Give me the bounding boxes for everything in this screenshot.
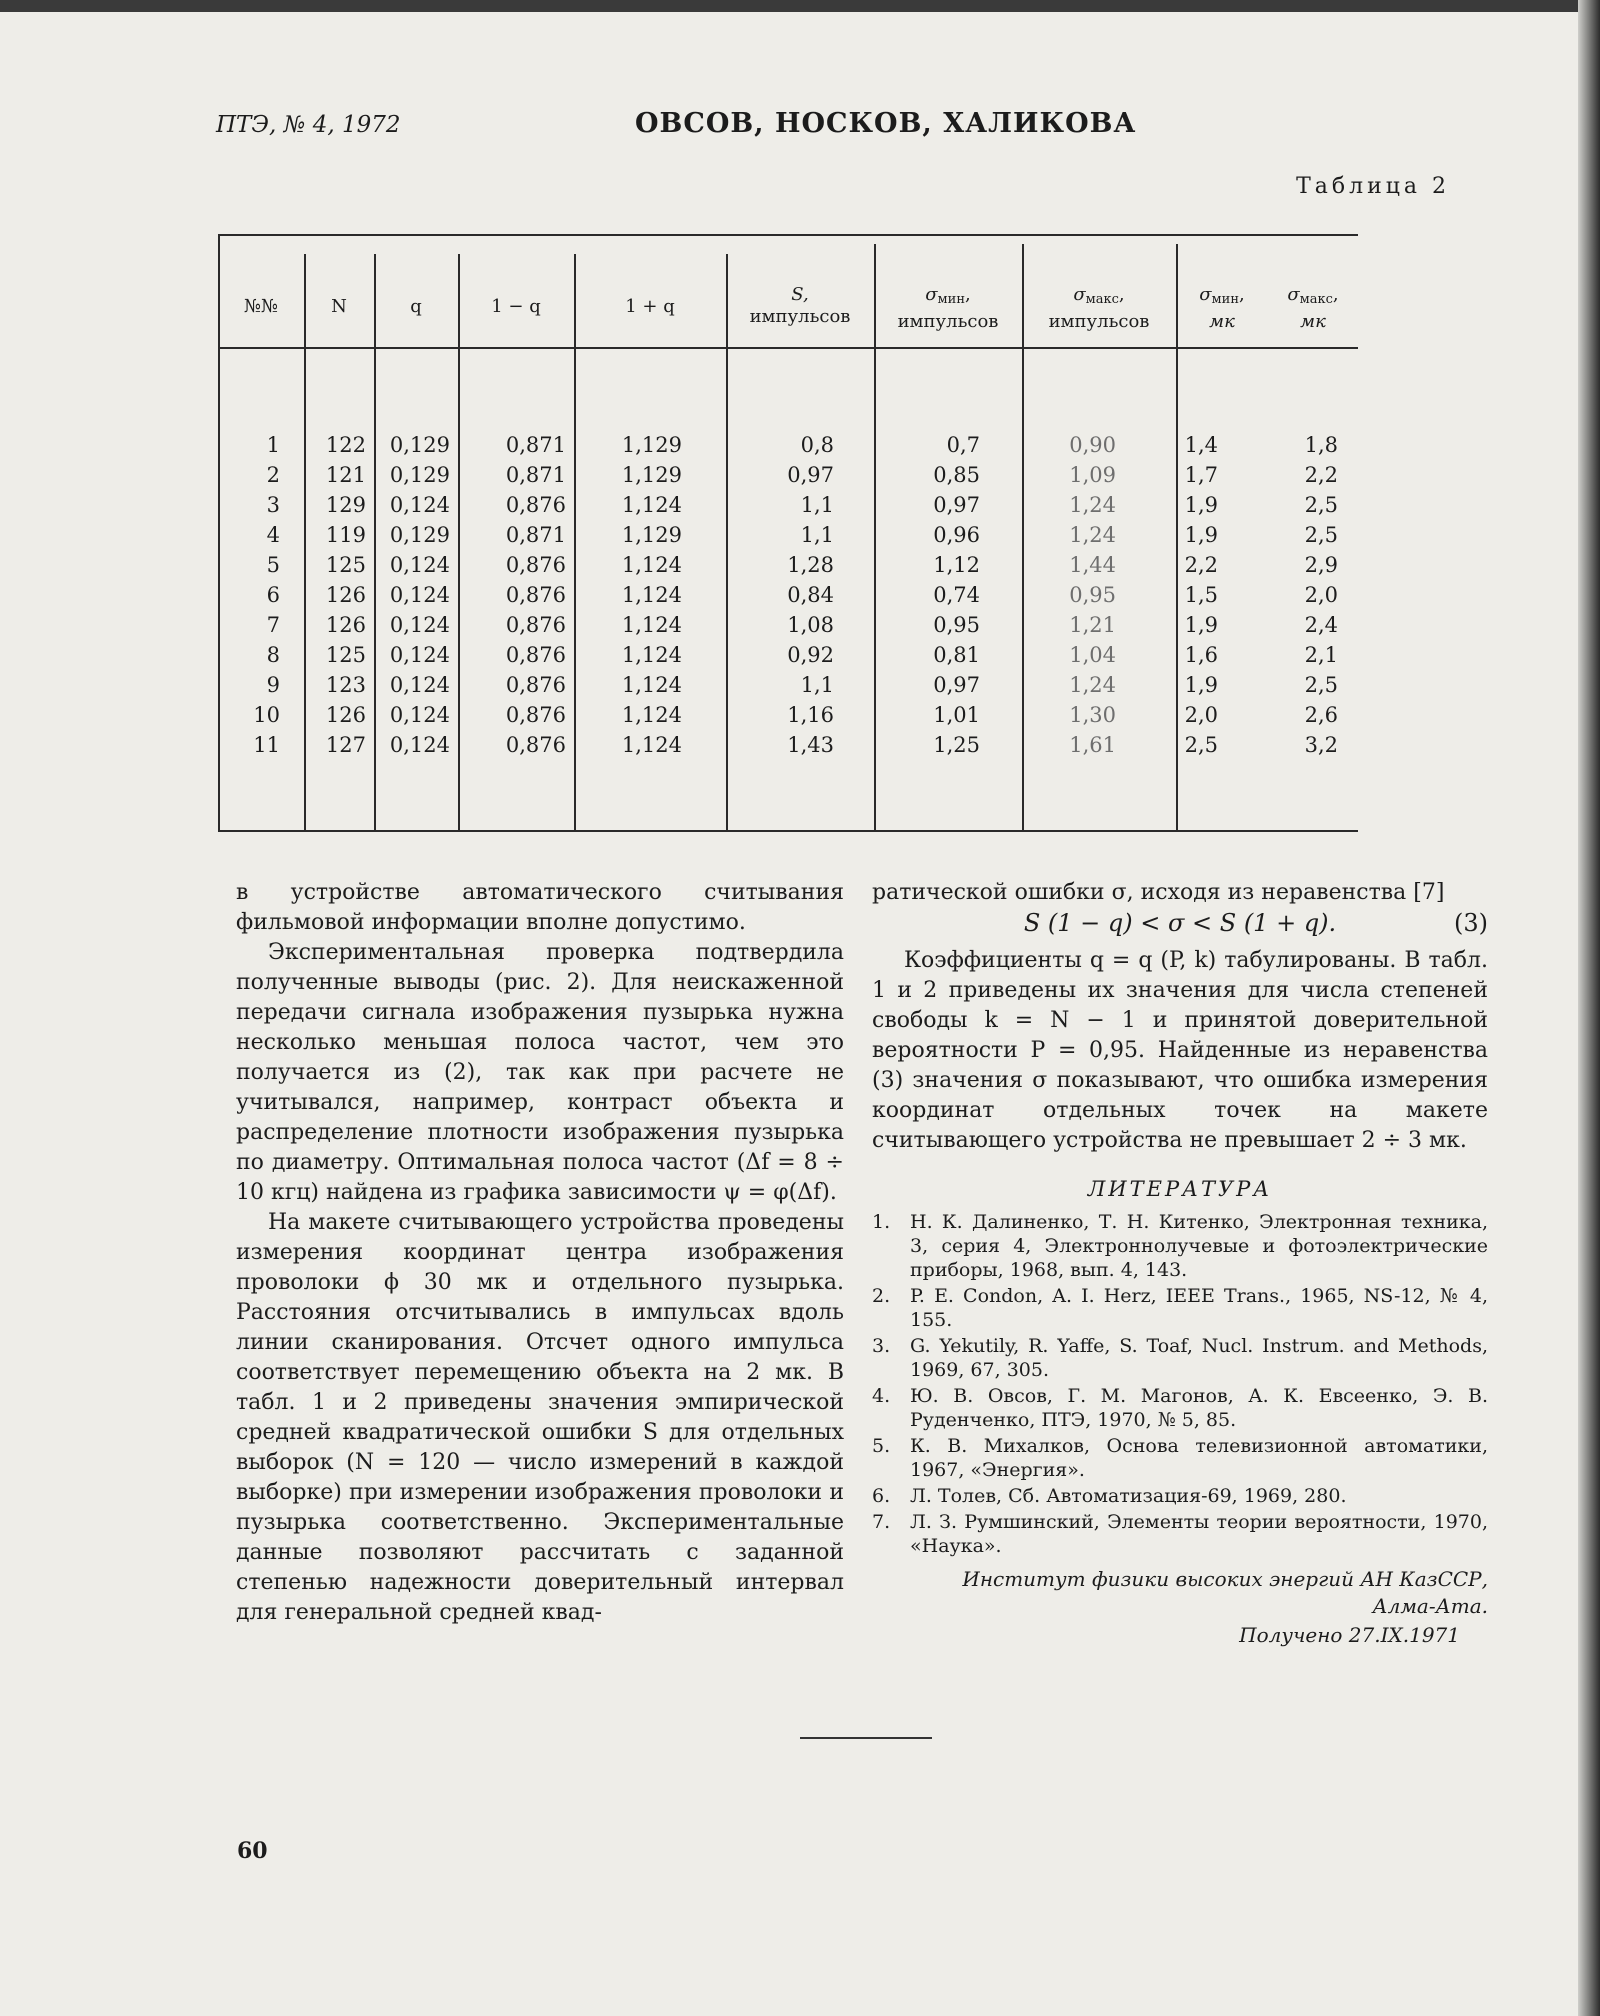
left-text-column: [236, 878, 844, 1628]
cell-q: 0,124: [389, 703, 450, 727]
cell-sigma-max-imp: 1,61: [1069, 733, 1116, 757]
cell-n: 122: [325, 433, 366, 457]
cell-num: 10: [253, 703, 280, 727]
cell-sigma-min-imp: 1,12: [933, 553, 980, 577]
cell-sigma-max-mk: 2,5: [1304, 493, 1338, 517]
header-one-plus-q: 1 + q: [625, 296, 675, 317]
cell-sigma-max-imp: 1,24: [1069, 493, 1116, 517]
cell-sigma-min-mk: 1,9: [1184, 523, 1218, 547]
header-sigma-max-mk: $\sigma_{макс}$, мк: [1268, 284, 1358, 333]
table-row: [218, 640, 1358, 670]
cell-sigma-min-imp: 0,85: [933, 463, 980, 487]
cell-sigma-min-mk: 1,9: [1184, 493, 1218, 517]
header-s: [726, 284, 874, 328]
reference-item: [872, 1510, 1488, 1558]
cell-num: 7: [266, 613, 280, 637]
header-q: q: [410, 296, 422, 317]
cell-sigma-min-imp: 0,74: [933, 583, 980, 607]
reference-text: Л. З. Румшинский, Элементы теории вероятности, 1970, «Наука».: [910, 1511, 1488, 1557]
table-row: [218, 460, 1358, 490]
header-one-minus-q: 1 − q: [491, 296, 541, 317]
cell-one-minus-q: 0,876: [505, 553, 566, 577]
journal-reference: ПТЭ, № 4, 1972: [216, 112, 401, 138]
cell-one-plus-q: 1,124: [621, 643, 682, 667]
header-unit: импульсов: [1048, 311, 1150, 332]
paragraph: в устройстве автоматического считывания фильмовой информации вполне допустимо.: [236, 880, 844, 935]
reference-number: 2.: [872, 1285, 891, 1307]
cell-sigma-max-mk: 2,5: [1304, 673, 1338, 697]
cell-one-minus-q: 0,876: [505, 583, 566, 607]
cell-sigma-max-imp: 1,24: [1069, 673, 1116, 697]
cell-sigma-max-imp: 0,90: [1069, 433, 1116, 457]
sigma-symbol: σ: [1287, 284, 1300, 305]
cell-n: 125: [325, 643, 366, 667]
cell-sigma-min-imp: 0,97: [933, 493, 980, 517]
sigma-subscript: макс: [1299, 292, 1333, 307]
cell-sigma-max-mk: 2,9: [1304, 553, 1338, 577]
affiliation: [872, 1566, 1488, 1620]
cell-sigma-max-imp: 1,24: [1069, 523, 1116, 547]
cell-sigma-min-mk: 2,5: [1184, 733, 1218, 757]
cell-one-minus-q: 0,871: [505, 523, 566, 547]
cell-one-minus-q: 0,871: [505, 433, 566, 457]
cell-one-plus-q: 1,129: [621, 463, 682, 487]
reference-number: 4.: [872, 1385, 891, 1407]
scan-border-top: [0, 0, 1600, 12]
reference-text: P. E. Condon, A. I. Herz, IEEE Trans., 1965, NS-12, № 4, 155.: [910, 1285, 1488, 1331]
paragraph: Коэффициенты q = q (P, k) табулированы. В табл. 1 и 2 приведены их значения для числа степеней свободы k = N − 1 и принятой доверительной вероятности P = 0,95. Найденные из неравенства (3) значения σ показывают, что ошибка измерения координат отдельных точек на макете считывающего устройства не превышает 2 ÷ 3 мк.: [872, 948, 1488, 1153]
cell-q: 0,129: [389, 463, 450, 487]
cell-q: 0,124: [389, 553, 450, 577]
cell-sigma-max-mk: 1,8: [1304, 433, 1338, 457]
reference-number: 6.: [872, 1485, 891, 1507]
cell-s: 1,1: [800, 493, 834, 517]
end-rule: [800, 1737, 932, 1739]
cell-s: 0,84: [787, 583, 834, 607]
reference-number: 3.: [872, 1335, 891, 1357]
cell-n: 126: [325, 583, 366, 607]
cell-one-plus-q: 1,124: [621, 583, 682, 607]
cell-one-minus-q: 0,871: [505, 463, 566, 487]
cell-s: 1,1: [800, 523, 834, 547]
right-text-column: [872, 878, 1488, 1650]
cell-q: 0,124: [389, 613, 450, 637]
cell-sigma-min-imp: 1,01: [933, 703, 980, 727]
cell-sigma-max-mk: 2,0: [1304, 583, 1338, 607]
cell-one-plus-q: 1,124: [621, 613, 682, 637]
running-head: [0, 108, 1600, 148]
equation-3: [872, 908, 1488, 938]
cell-sigma-max-imp: 1,44: [1069, 553, 1116, 577]
cell-s: 0,92: [787, 643, 834, 667]
table-caption: Таблица 2: [1296, 174, 1450, 199]
cell-n: 126: [325, 613, 366, 637]
cell-sigma-min-mk: 1,9: [1184, 613, 1218, 637]
cell-sigma-min-mk: 1,7: [1184, 463, 1218, 487]
table-row: [218, 580, 1358, 610]
cell-sigma-max-mk: 2,4: [1304, 613, 1338, 637]
cell-one-minus-q: 0,876: [505, 703, 566, 727]
cell-s: 0,8: [800, 433, 834, 457]
cell-num: 1: [266, 433, 280, 457]
reference-text: К. В. Михалков, Основа телевизионной автоматики, 1967, «Энергия».: [910, 1435, 1488, 1481]
data-table: [218, 234, 1358, 832]
cell-sigma-max-mk: 3,2: [1304, 733, 1338, 757]
cell-sigma-max-imp: 0,95: [1069, 583, 1116, 607]
paragraph: На макете считывающего устройства проведены измерения координат центра изображения проволоки ϕ 30 мк и отдельного пузырька. Расстояния отсчитывались в импульсах вдоль линии сканирования. Отсчет одного импульса соответствует перемещению объекта на 2 мк. В табл. 1 и 2 приведены значения эмпирической средней квадратической ошибки S для отдельных выборок (N = 120 — число измерений в каждой выборке) при измерении изображения проволоки и пузырька соответственно. Экспериментальные данные позволяют рассчитать с заданной степенью надежности доверительный интервал для генеральной средней квад-: [236, 1210, 844, 1625]
cell-sigma-min-imp: 0,95: [933, 613, 980, 637]
cell-n: 129: [325, 493, 366, 517]
cell-sigma-max-imp: 1,09: [1069, 463, 1116, 487]
header-sigma-min-mk: $\sigma_{мин}$, мк: [1176, 284, 1268, 333]
reference-number: 5.: [872, 1435, 891, 1457]
reference-text: Ю. В. Овсов, Г. М. Магонов, А. К. Евсеенко, Э. В. Руденченко, ПТЭ, 1970, № 5, 85.: [910, 1385, 1488, 1431]
table-row: [218, 700, 1358, 730]
cell-one-minus-q: 0,876: [505, 733, 566, 757]
cell-s: 0,97: [787, 463, 834, 487]
header-s-unit: импульсов: [749, 306, 851, 327]
cell-num: 11: [253, 733, 280, 757]
affiliation-line: Институт физики высоких энергий АН КазССР,: [962, 1567, 1488, 1591]
cell-num: 3: [266, 493, 280, 517]
cell-one-plus-q: 1,124: [621, 733, 682, 757]
cell-one-plus-q: 1,124: [621, 553, 682, 577]
cell-q: 0,129: [389, 523, 450, 547]
cell-s: 1,1: [800, 673, 834, 697]
scan-border-right: [1578, 0, 1600, 2016]
table-row: [218, 730, 1358, 760]
reference-item: [872, 1284, 1488, 1332]
sigma-subscript: мин: [937, 292, 965, 307]
cell-n: 127: [325, 733, 366, 757]
cell-one-plus-q: 1,124: [621, 703, 682, 727]
sigma-symbol: σ: [925, 284, 938, 305]
cell-one-minus-q: 0,876: [505, 643, 566, 667]
table-top-rule: [218, 234, 1358, 236]
cell-s: 1,16: [787, 703, 834, 727]
cell-n: 126: [325, 703, 366, 727]
cell-num: 5: [266, 553, 280, 577]
cell-q: 0,124: [389, 583, 450, 607]
cell-sigma-min-imp: 0,97: [933, 673, 980, 697]
cell-sigma-min-mk: 2,2: [1184, 553, 1218, 577]
cell-num: 8: [266, 643, 280, 667]
cell-sigma-max-imp: 1,30: [1069, 703, 1116, 727]
reference-item: [872, 1384, 1488, 1432]
header-unit: мк: [1209, 311, 1235, 332]
literature-heading: ЛИТЕРАТУРА: [1087, 1177, 1273, 1201]
reference-item: [872, 1334, 1488, 1382]
affiliation-city: Алма-Ата.: [1372, 1594, 1488, 1618]
reference-item: [872, 1210, 1488, 1282]
cell-sigma-max-mk: 2,5: [1304, 523, 1338, 547]
header-s-symbol: S,: [791, 284, 809, 305]
equation-body: S (1 − q) < σ < S (1 + q).: [1023, 909, 1337, 937]
table-row: [218, 430, 1358, 460]
cell-sigma-min-mk: 1,6: [1184, 643, 1218, 667]
cell-one-plus-q: 1,129: [621, 433, 682, 457]
cell-sigma-min-imp: 0,7: [946, 433, 980, 457]
reference-item: [872, 1434, 1488, 1482]
header-sigma-max-imp: $\sigma_{макс}$, импульсов: [1022, 284, 1176, 333]
reference-text: Н. К. Далиненко, Т. Н. Китенко, Электронная техника, 3, серия 4, Электроннолучевые и фотоэлектрические приборы, 1968, вып. 4, 143.: [910, 1211, 1488, 1281]
cell-num: 4: [266, 523, 280, 547]
cell-n: 121: [325, 463, 366, 487]
table-row: [218, 490, 1358, 520]
cell-one-minus-q: 0,876: [505, 493, 566, 517]
header-num: №№: [243, 296, 279, 317]
received-date: Получено 27.IX.1971: [1239, 1623, 1460, 1647]
reference-number: 1.: [872, 1211, 891, 1233]
cell-one-plus-q: 1,124: [621, 493, 682, 517]
cell-one-minus-q: 0,876: [505, 613, 566, 637]
cell-s: 1,08: [787, 613, 834, 637]
reference-text: G. Yekutily, R. Yaffe, S. Toaf, Nucl. Instrum. and Methods, 1969, 67, 305.: [910, 1335, 1488, 1381]
header-sigma-min-imp: $\sigma_{мин}$, импульсов: [874, 284, 1022, 333]
cell-one-minus-q: 0,876: [505, 673, 566, 697]
sigma-subscript: мин: [1211, 292, 1239, 307]
table-row: [218, 610, 1358, 640]
cell-q: 0,124: [389, 493, 450, 517]
cell-one-plus-q: 1,124: [621, 673, 682, 697]
table-row: [218, 550, 1358, 580]
cell-sigma-min-mk: 1,4: [1184, 433, 1218, 457]
cell-sigma-min-mk: 1,5: [1184, 583, 1218, 607]
cell-n: 119: [325, 523, 366, 547]
sigma-symbol: σ: [1073, 284, 1086, 305]
cell-sigma-max-mk: 2,1: [1304, 643, 1338, 667]
paragraph: Экспериментальная проверка подтвердила полученные выводы (рис. 2). Для неискаженной передачи сигнала изображения пузырька нужна несколько меньшая полоса частот, чем это получается из (2), так как при расчете не учитывался, например, контраст объекта и распределение плотности изображения пузырька по диаметру. Оптимальная полоса частот (Δf = 8 ÷ 10 кгц) найдена из графика зависимости ψ = φ(Δf).: [236, 940, 844, 1205]
header-n: N: [331, 296, 347, 317]
cell-s: 1,28: [787, 553, 834, 577]
page-number: 60: [237, 1838, 268, 1864]
cell-sigma-max-imp: 1,21: [1069, 613, 1116, 637]
table-row: [218, 670, 1358, 700]
table-header-rule: [218, 347, 1358, 349]
cell-n: 125: [325, 553, 366, 577]
cell-q: 0,129: [389, 433, 450, 457]
cell-q: 0,124: [389, 643, 450, 667]
reference-number: 7.: [872, 1511, 891, 1533]
cell-sigma-max-mk: 2,6: [1304, 703, 1338, 727]
cell-n: 123: [325, 673, 366, 697]
reference-list: [872, 1210, 1488, 1558]
cell-sigma-min-imp: 0,96: [933, 523, 980, 547]
cell-num: 9: [266, 673, 280, 697]
sigma-subscript: макс: [1085, 292, 1119, 307]
cell-q: 0,124: [389, 673, 450, 697]
cell-sigma-max-mk: 2,2: [1304, 463, 1338, 487]
cell-sigma-min-mk: 2,0: [1184, 703, 1218, 727]
table-row: [218, 520, 1358, 550]
cell-q: 0,124: [389, 733, 450, 757]
table-bottom-rule: [218, 830, 1358, 832]
cell-sigma-min-imp: 0,81: [933, 643, 980, 667]
equation-number: (3): [1454, 909, 1488, 937]
sigma-symbol: σ: [1199, 284, 1212, 305]
reference-text: Л. Толев, Сб. Автоматизация-69, 1969, 280.: [910, 1485, 1347, 1507]
cell-sigma-max-imp: 1,04: [1069, 643, 1116, 667]
cell-num: 6: [266, 583, 280, 607]
reference-item: [872, 1484, 1488, 1508]
authors-header: ОВСОВ, НОСКОВ, ХАЛИКОВА: [635, 108, 1137, 139]
cell-s: 1,43: [787, 733, 834, 757]
cell-sigma-min-mk: 1,9: [1184, 673, 1218, 697]
header-unit: импульсов: [897, 311, 999, 332]
header-unit: мк: [1300, 311, 1326, 332]
cell-one-plus-q: 1,129: [621, 523, 682, 547]
cell-sigma-min-imp: 1,25: [933, 733, 980, 757]
cell-num: 2: [266, 463, 280, 487]
paragraph: ратической ошибки σ, исходя из неравенства [7]: [872, 880, 1445, 905]
